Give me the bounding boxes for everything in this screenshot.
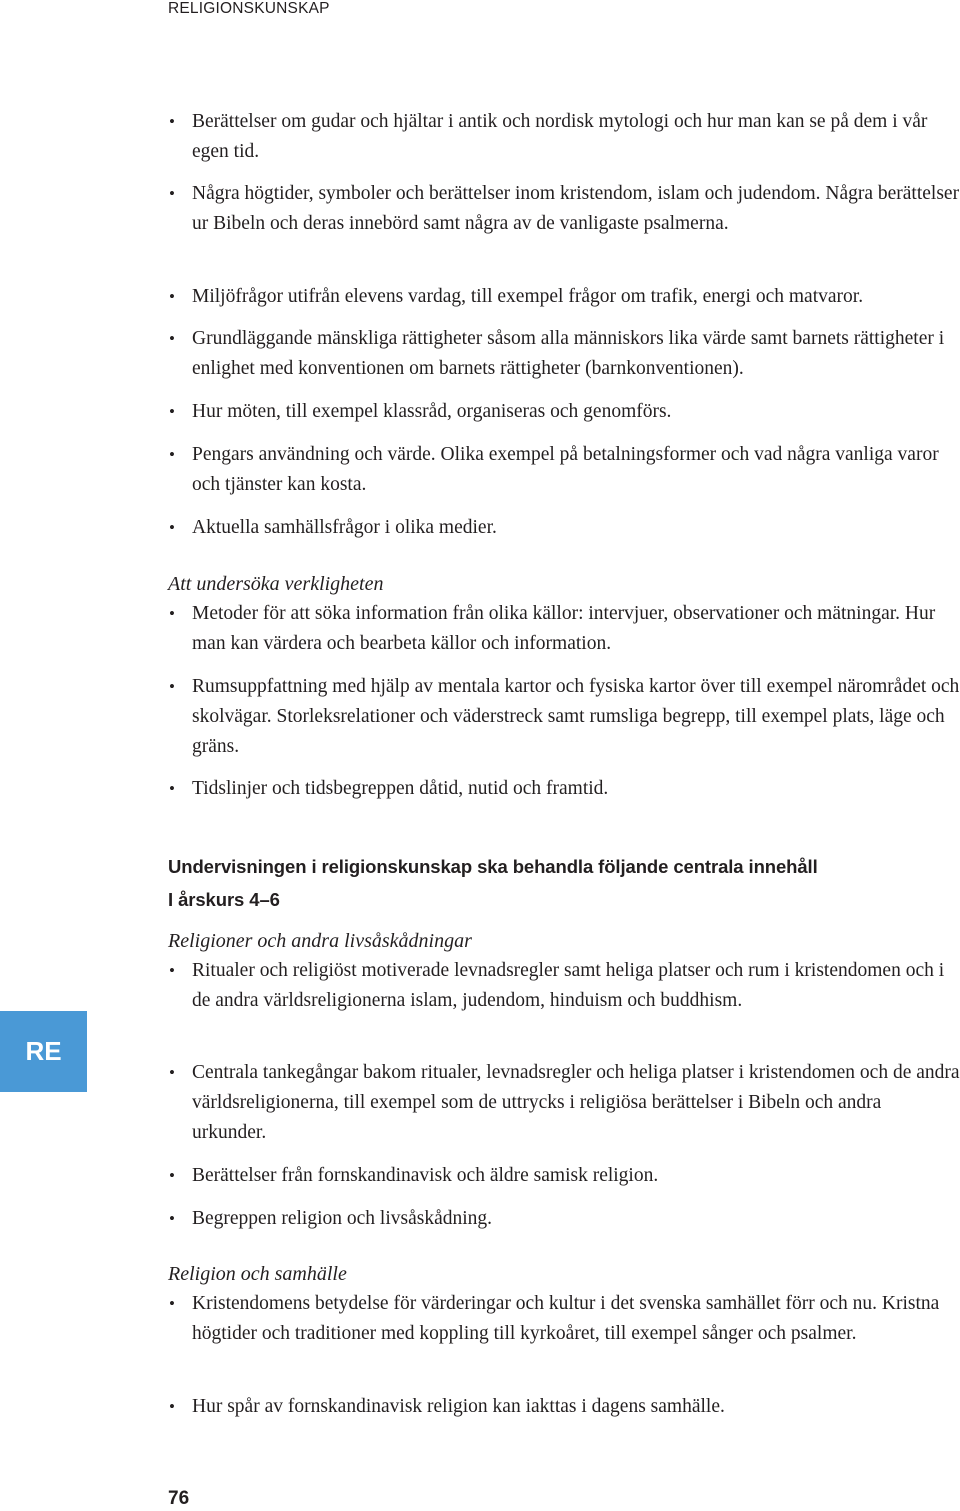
list-item — [168, 1161, 960, 1191]
bullet-icon: • — [169, 779, 175, 798]
page-number: 76 — [168, 1488, 190, 1509]
core-content-title: Undervisningen i religionskunskap ska behandla följande centrala innehåll — [168, 856, 818, 877]
list-item — [168, 956, 960, 1016]
list-item — [168, 282, 960, 312]
list-item-text: Tidslinjer och tidsbegreppen dåtid, nutid och framtid. — [192, 778, 609, 799]
subheading-investigate: Att undersöka verkligheten — [168, 573, 384, 595]
bullet-icon: • — [169, 184, 175, 203]
list-item-text: Begreppen religion och livsåskådning. — [192, 1208, 493, 1229]
bullet-icon: • — [169, 1166, 175, 1185]
subject-tab — [0, 1011, 87, 1092]
list-item-text: Centrala tankegångar bakom ritualer, levnadsregler och heliga platser i kristendomen och de andra världsreligionerna, till exempel som de uttrycks i religiösa berättelser i Bibeln och andra urkunder. — [192, 1062, 960, 1143]
list-item — [168, 1058, 960, 1148]
list-item — [168, 1392, 960, 1422]
list-item — [168, 397, 960, 427]
list-item — [168, 774, 960, 804]
list-item — [168, 440, 960, 500]
list-item-text: Berättelser om gudar och hjältar i antik och nordisk mytologi och hur man kan se på dem i vår egen tid. — [192, 111, 928, 162]
list-item — [168, 179, 960, 239]
list-item-text: Berättelser från fornskandinavisk och äldre samisk religion. — [192, 1165, 659, 1186]
list-item — [168, 672, 960, 762]
subject-tab-label: RE — [25, 1036, 62, 1066]
list-item-text: Aktuella samhällsfrågor i olika medier. — [192, 517, 497, 538]
list-item-text: Ritualer och religiöst motiverade levnadsregler samt heliga platser och rum i kristendomen och i de andra världsreligionerna islam, judendom, hinduism och buddhism. — [192, 960, 945, 1011]
list-item-text: Pengars användning och värde. Olika exempel på betalningsformer och vad några vanliga varor och tjänster kan kosta. — [192, 444, 939, 495]
list-item-text: Grundläggande mänskliga rättigheter såsom alla människors lika värde samt barnets rättigheter i enlighet med konventionen om barnets rättigheter (barnkonventionen). — [192, 328, 945, 379]
bullet-icon: • — [169, 961, 175, 980]
list-item — [168, 599, 960, 659]
bullet-icon: • — [169, 402, 175, 421]
bullet-icon: • — [169, 677, 175, 696]
list-item — [168, 513, 960, 543]
list-item-text: Kristendomens betydelse för värderingar och kultur i det svenska samhället förr och nu. Kristna högtider och traditioner med koppling till kyrkoåret, till exempel sånger och psalmer. — [192, 1293, 940, 1344]
list-item-text: Rumsuppfattning med hjälp av mentala kartor och fysiska kartor över till exempel närområdet och skolvägar. Storleksrelationer och väderstreck samt rumsliga begrepp, till exempel plats, läge och gräns. — [192, 676, 960, 757]
bullet-icon: • — [169, 1397, 175, 1416]
bullet-icon: • — [169, 604, 175, 623]
list-item-text: Hur spår av fornskandinavisk religion kan iakttas i dagens samhälle. — [192, 1396, 725, 1417]
list-item — [168, 324, 960, 384]
list-item-text: Några högtider, symboler och berättelser inom kristendom, islam och judendom. Några berättelser ur Bibeln och deras innebörd samt några av de vanligaste psalmerna. — [192, 183, 960, 234]
bullet-icon: • — [169, 112, 175, 131]
list-item-text: Metoder för att söka information från olika källor: intervjuer, observationer och mätningar. Hur man kan värdera och bearbeta källor och information. — [192, 603, 936, 654]
bullet-icon: • — [169, 518, 175, 537]
running-head: RELIGIONSKUNSKAP — [168, 0, 330, 17]
grade-heading: I årskurs 4–6 — [168, 889, 280, 910]
bullet-icon: • — [169, 1063, 175, 1082]
subheading-religions: Religioner och andra livsåskådningar — [168, 930, 472, 952]
bullet-icon: • — [169, 287, 175, 306]
bullet-icon: • — [169, 329, 175, 348]
list-item-text: Miljöfrågor utifrån elevens vardag, till exempel frågor om trafik, energi och matvaror. — [192, 286, 864, 307]
bullet-icon: • — [169, 1209, 175, 1228]
list-item-text: Hur möten, till exempel klassråd, organiseras och genomförs. — [192, 401, 672, 422]
list-item — [168, 107, 960, 167]
list-item — [168, 1289, 960, 1349]
subheading-society: Religion och samhälle — [168, 1263, 347, 1285]
bullet-icon: • — [169, 445, 175, 464]
list-item — [168, 1204, 960, 1234]
bullet-icon: • — [169, 1294, 175, 1313]
